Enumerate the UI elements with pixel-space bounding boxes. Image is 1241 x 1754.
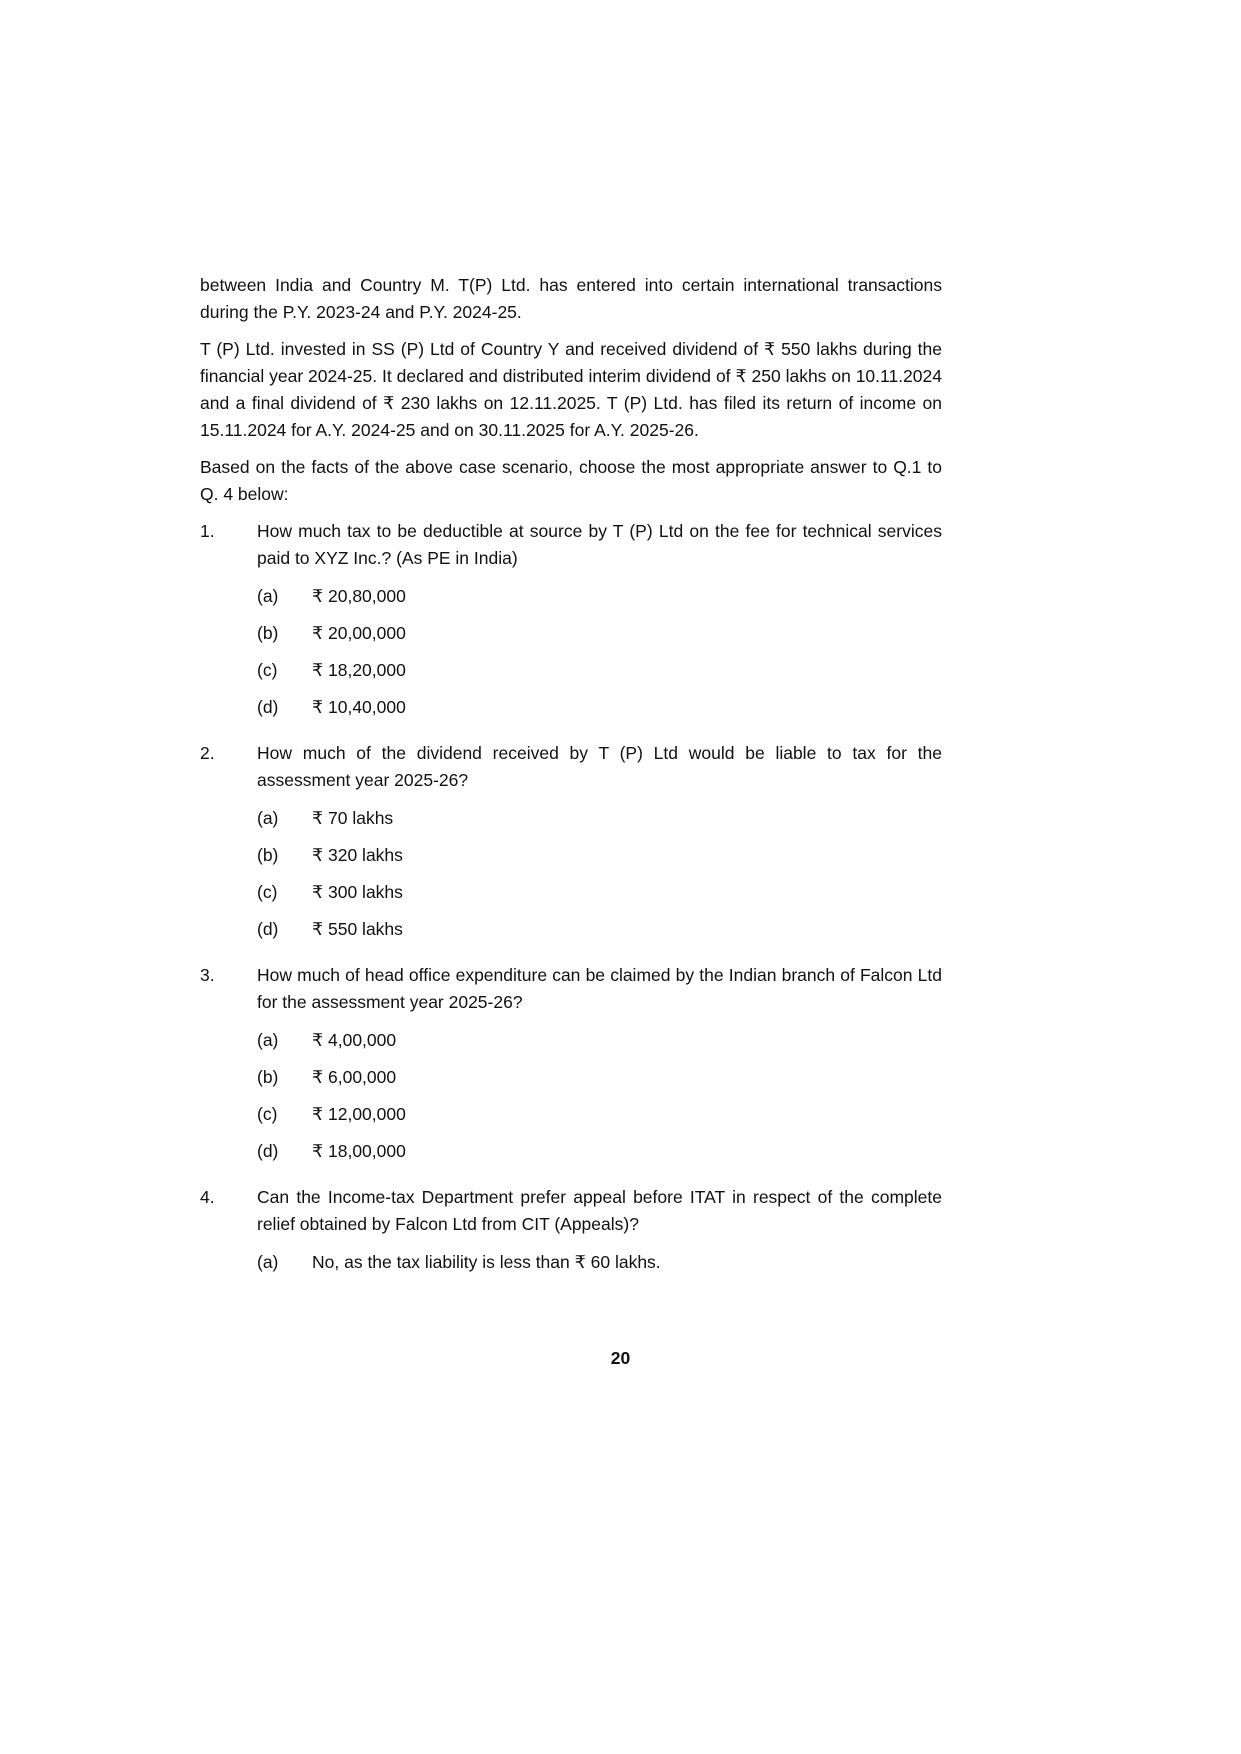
option-label: (d) xyxy=(257,919,279,939)
question-3-text: How much of head office expenditure can be claimed by the Indian branch of Falcon Ltd for the assessment year 2025-26? xyxy=(257,965,942,1012)
question-1-text: How much tax to be deductible at source by T (P) Ltd on the fee for technical services paid to XYZ Inc.? (As PE in India) xyxy=(257,521,942,568)
option-text: ₹ 6,00,000 xyxy=(312,1067,397,1087)
question-1-body xyxy=(257,518,942,731)
question-1-option-d xyxy=(257,694,942,721)
option-text: ₹ 18,20,000 xyxy=(312,660,406,680)
option-text: ₹ 18,00,000 xyxy=(312,1141,406,1161)
option-text: ₹ 320 lakhs xyxy=(312,845,403,865)
option-label: (a) xyxy=(257,1252,279,1272)
question-2 xyxy=(200,740,942,953)
question-3-option-c xyxy=(257,1101,942,1128)
question-2-options xyxy=(257,805,942,943)
option-label: (a) xyxy=(257,1030,279,1050)
question-4-option-a xyxy=(257,1249,942,1276)
question-3-number: 3. xyxy=(200,965,215,985)
question-1-option-b xyxy=(257,620,942,647)
option-label: (a) xyxy=(257,808,279,828)
option-label: (c) xyxy=(257,1104,278,1124)
option-text: ₹ 550 lakhs xyxy=(312,919,403,939)
option-text: ₹ 20,80,000 xyxy=(312,586,406,606)
option-text: ₹ 20,00,000 xyxy=(312,623,406,643)
option-label: (c) xyxy=(257,660,278,680)
question-3-option-a xyxy=(257,1027,942,1054)
question-3 xyxy=(200,962,942,1175)
page-number: 20 xyxy=(610,1348,631,1368)
question-1-number: 1. xyxy=(200,521,215,541)
option-label: (d) xyxy=(257,697,279,717)
question-2-text: How much of the dividend received by T (P) Ltd would be liable to tax for the assessment year 2025-26? xyxy=(257,743,942,790)
question-3-option-d xyxy=(257,1138,942,1165)
question-2-option-b xyxy=(257,842,942,869)
intro-paragraph-2: T (P) Ltd. invested in SS (P) Ltd of Country Y and received dividend of ₹ 550 lakhs during the financial year 2024-25. It declared and distributed interim dividend of ₹ 250 lakhs on 10.11.2024 and a final dividend of ₹ 230 lakhs on 12.11.2025. T (P) Ltd. has filed its return of income on 15.11.2024 for A.Y. 2024-25 and on 30.11.2025 for A.Y. 2025-26. xyxy=(200,339,942,440)
question-2-option-c xyxy=(257,879,942,906)
option-label: (b) xyxy=(257,623,279,643)
option-label: (a) xyxy=(257,586,279,606)
question-2-body xyxy=(257,740,942,953)
intro-paragraph-3: Based on the facts of the above case scenario, choose the most appropriate answer to Q.1 to Q. 4 below: xyxy=(200,457,942,504)
intro-paragraph-1: between India and Country M. T(P) Ltd. has entered into certain international transactions during the P.Y. 2023-24 and P.Y. 2024-25. xyxy=(200,275,942,322)
question-1 xyxy=(200,518,942,731)
question-4 xyxy=(200,1184,942,1286)
option-text: ₹ 70 lakhs xyxy=(312,808,394,828)
option-text: No, as the tax liability is less than ₹ 60 lakhs. xyxy=(312,1252,661,1272)
option-text: ₹ 10,40,000 xyxy=(312,697,406,717)
option-text: ₹ 300 lakhs xyxy=(312,882,403,902)
question-2-number: 2. xyxy=(200,743,215,763)
question-1-option-a xyxy=(257,583,942,610)
question-4-text: Can the Income-tax Department prefer appeal before ITAT in respect of the complete relief obtained by Falcon Ltd from CIT (Appeals)? xyxy=(257,1187,942,1234)
option-label: (b) xyxy=(257,1067,279,1087)
option-text: ₹ 12,00,000 xyxy=(312,1104,406,1124)
question-4-options xyxy=(257,1249,942,1276)
question-1-option-c xyxy=(257,657,942,684)
option-text: ₹ 4,00,000 xyxy=(312,1030,397,1050)
question-2-option-a xyxy=(257,805,942,832)
question-4-body xyxy=(257,1184,942,1286)
option-label: (d) xyxy=(257,1141,279,1161)
question-2-option-d xyxy=(257,916,942,943)
question-3-option-b xyxy=(257,1064,942,1091)
option-label: (b) xyxy=(257,845,279,865)
question-3-options xyxy=(257,1027,942,1165)
question-3-body xyxy=(257,962,942,1175)
question-4-number: 4. xyxy=(200,1187,215,1207)
question-1-options xyxy=(257,583,942,721)
option-label: (c) xyxy=(257,882,278,902)
page-content xyxy=(200,272,942,1286)
